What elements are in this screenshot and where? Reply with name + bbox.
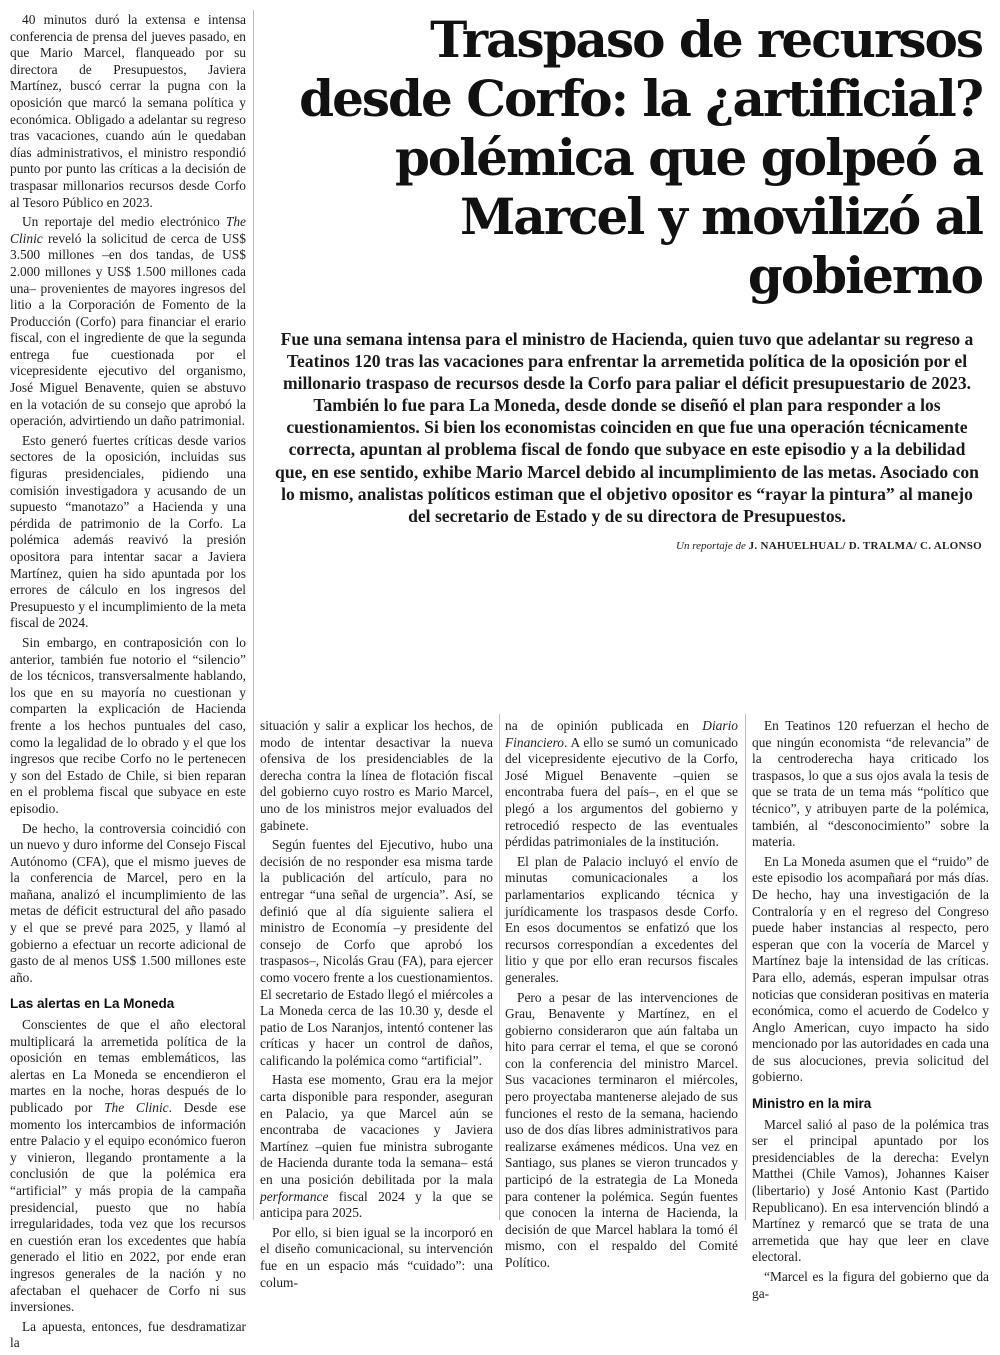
body-paragraph: En La Moneda asumen que el “ruido” de este episodio los acompañará por más días. De hecho, hay una investigación de la Contraloría y en el regreso del Congreso puede haber instancias al respecto, pero esperan que con la vocería de Marcel y Martínez baje la intensidad de las críticas. Para ello, además, esperan impulsar otras noticias que consideran positivas en materia económica, como el acuerdo de Codelco y Anglo American, cuyo impacto ha sido mencionado por las autoridades en cada una de sus alocuciones, previa solicitud del gobierno. — [752, 853, 989, 1085]
byline-authors: J. NAHUELHUAL/ D. TRALMA/ C. ALONSO — [748, 540, 982, 552]
body-paragraph — [505, 718, 738, 851]
text-run: . A ello se sumó un comunicado del vicepresidente ejecutivo de la Corfo, José Miguel Benavente –quien se encontraba fuera del país–, en el que se plegó a los argumentos del gobierno y retrocedió respecto de las eventuales pérdidas patrimoniales de la institución. — [505, 734, 738, 850]
body-paragraph — [10, 214, 246, 430]
body-paragraph: situación y salir a explicar los hechos, de modo de intentar desactivar la nueva ofensiva de los presidenciables de la derecha contra la línea de flotación fiscal del gobierno cuyo rostro es Mario Marcel, uno de los ministros mejor evaluados del gabinete. — [260, 718, 493, 833]
body-paragraph: Según fuentes del Ejecutivo, hubo una decisión de no responder esa misma tarde la publicación del artículo, para no entregar “una señal de urgencia”. Así, se definió que al día siguiente saliera el ministro de Economía –y presidente del consejo de Corfo que aprobó los traspasos–, Nicolás Grau (FA), para ejercer como vocero frente a los cuestionamientos. El secretario de Estado llegó el miércoles a La Moneda cerca de las 10.30 y, desde el patio de Los Naranjos, intentó contener las críticas y hacer un control de daños, calificando la polémica como “artificial”. — [260, 837, 493, 1068]
lede: Fue una semana intensa para el ministro de Hacienda, quien tuvo que adelantar su regreso a Teatinos 120 tras las vacaciones para enfrentar la arremetida política de la oposición por el millonario traspaso de recursos desde la Corfo para paliar el déficit presupuestario de 2023. También lo fue para La Moneda, desde donde se diseñó el plan para responder a los cuestionamientos. Si bien los economistas coinciden en que fue una operación técnicamente correcta, apuntan al problema fiscal de fondo que subyace en este episodio y a la debilidad que, en ese sentido, exhibe Mario Marcel debido al incumplimiento de las metas. Asociado con lo mismo, analistas políticos estiman que el objetivo opositor es “rayar la pintura” al manejo del secretario de Estado y de su directora de Presupuestos. — [275, 329, 979, 526]
text-run: Conscientes de que el año electoral multiplicará la arremetida política de la oposición en temas emblemáticos, las alertas en La Moneda se encendieron el martes en la noche, horas después de lo publicado por — [10, 1017, 246, 1115]
text-run: reveló la solicitud de cerca de US$ 3.500 millones –en dos tandas, de US$ 2.000 millones y US$ 1.500 millones cada una– provenientes de mayores ingresos del litio a la Corporación de Fomento de la Producción (Corfo) para financiar el erario fiscal, con el ingrediente de que la segunda entrega fue cuestionada por el vicepresidente ejecutivo del organismo, José Miguel Benavente, quien se abstuvo en la votación de su consejo que aprobó la operación, advirtiendo un daño patrimonial. — [10, 230, 246, 429]
emphasis: performance — [260, 1188, 329, 1204]
body-paragraph — [10, 1017, 246, 1316]
body-paragraph: El plan de Palacio incluyó el envío de minutas comunicacionales a los parlamentarios explicando técnica y jurídicamente los traspasos desde Corfo. En esos documentos se enfatizó que los recursos correspondían a excedentes del litio y que por ello eran recursos fiscales generales. — [505, 853, 738, 985]
body-paragraph: Pero a pesar de las intervenciones de Grau, Benavente y Martínez, en el gobierno consideraron que aún faltaba un hito para cerrar el tema, el que se coronó con la conferencia del ministro Marcel. Sus vacaciones terminaron el miércoles, pero proyectaba mantenerse alejado de sus funciones el resto de la semana, haciendo uso de dos días libres administrativos para realizarse exámenes médicos. Una vez en Santiago, sus planes se vieron truncados y participó de la estrategia de La Moneda para contener la polémica. Según fuentes que conocen la interna de Hacienda, la decisión de que Marcel hablara la tomó él mismo, con el respaldo del Comité Político. — [505, 989, 738, 1270]
headline: Traspaso de recursos desde Corfo: la ¿artificial? polémica que golpeó a Marcel y movilizó al gobierno — [299, 10, 982, 305]
subheading: Las alertas en La Moneda — [10, 996, 175, 1012]
body-paragraph: Sin embargo, en contraposición con lo anterior, también fue notorio el “silencio” de los técnicos, transversalmente hablando, los que en su mayoría no cuestionan y comparten la explicación de Hacienda frente a los hechos puntuales del caso, como la legalidad de lo obrado y el que los ingresos que recibe Corfo no le pertenecen y son del Estado de Chile, si bien reparan en el problema fiscal que subyace en este episodio. — [10, 634, 246, 816]
body-paragraph: Marcel salió al paso de la polémica tras ser el principal apuntado por los presidenciables de la derecha: Evelyn Matthei (Chile Vamos), Johannes Kaiser (libertario) y José Antonio Kast (Partido Republicano). En esa intervención blindó a Martínez y remarcó que se trata de una arremetida que hay que leer en clave electoral. — [752, 1116, 989, 1265]
text-run: Un reportaje del medio electrónico — [22, 214, 226, 230]
publication-name: The Clinic — [10, 214, 246, 246]
publication-name: The Clinic — [104, 1100, 169, 1115]
body-paragraph: La apuesta, entonces, fue desdramatizar la — [10, 1318, 246, 1351]
text-run: na de opinión publicada en — [505, 718, 703, 733]
body-paragraph: 40 minutos duró la extensa e intensa conferencia de prensa del jueves pasado, en que Mario Marcel, flanqueado por su directora de Presupuestos, Javiera Martínez, buscó cerrar la pugna con la oposición que marcó la semana política y económica. Obligado a adelantar su regreso tras vacaciones, cuando aún le quedaban días administrativos, el ministro respondió punto por punto las críticas a la decisión de traspasar millonarios recursos desde Corfo al Tesoro Público en 2023. — [10, 12, 246, 210]
byline-intro: Un reportaje de — [676, 540, 749, 552]
column-1 — [10, 12, 246, 1355]
column-divider — [745, 714, 746, 1220]
column-4 — [752, 718, 989, 1305]
text-run: . Desde ese momento los intercambios de información entre Palacio y el equipo económico fueron y vinieron, llegando prontamente a la conclusión de que la polémica era “artificial” y más propia de la campaña presidencial, puesto que no había irregularidades, toda vez que los recursos en cuestión eran los excedentes que había generado el litio en 2022, por ende eran ingresos generales de la nación y no afectaban el quehacer de Corfo ni sus inversiones. — [10, 1100, 246, 1315]
column-divider — [253, 10, 254, 1220]
column-2 — [260, 718, 493, 1294]
body-paragraph: Por ello, si bien igual se la incorporó en el diseño comunicacional, su intervención fue en un espacio más “cuidado”: una colum- — [260, 1224, 493, 1290]
body-paragraph: De hecho, la controversia coincidió con un nuevo y duro informe del Consejo Fiscal Autónomo (CFA), que el mismo jueves de la conferencia de Marcel, pero en la mañana, analizó el incumplimiento de las metas de déficit estructural del año pasado y el que se prevé para 2025, y llamó al gobierno a efectuar un recorte adicional de gasto de al menos US$ 1.500 millones este año. — [10, 820, 246, 985]
column-3 — [505, 718, 738, 1275]
column-divider — [499, 714, 500, 1220]
body-paragraph: En Teatinos 120 refuerzan el hecho de que ningún economista “de relevancia” de la centroderecha haya criticado los traspasos, lo que a sus ojos avala la tesis de que se trata de un tema más “político que técnico”, y atribuyen parte de la polémica, también, al “desconocimiento” sobre la materia. — [752, 718, 989, 850]
body-paragraph: “Marcel es la figura del gobierno que da ga- — [752, 1269, 989, 1301]
body-paragraph: Esto generó fuertes críticas desde varios sectores de la oposición, incluidas sus figuras presidenciales, pidiendo una comisión investigadora y acusando de un supuesto “manotazo” a Hacienda y una pérdida de patrimonio de la Corfo. La polémica además reavivó la presión opositora para intentar sacar a Javiera Martínez, quien ha sido apuntada por los errores de cálculo en los ingresos del Presupuesto y el incumplimiento de la meta fiscal de 2024. — [10, 432, 246, 631]
publication-name: Diario Financiero — [505, 718, 738, 750]
text-run: Hasta ese momento, Grau era la mejor carta disponible para responder, aseguran en Palacio, ya que Marcel aún se encontraba de vacaciones y Javiera Martínez –quien fue ministra subrogante de Hacienda durante toda la semana– está en una posición debilitada por la mala — [260, 1072, 493, 1188]
byline — [676, 540, 982, 552]
body-paragraph — [260, 1072, 493, 1221]
text-run: fiscal 2024 y la que se anticipa para 2025. — [260, 1188, 493, 1221]
subheading: Ministro en la mira — [752, 1096, 872, 1112]
